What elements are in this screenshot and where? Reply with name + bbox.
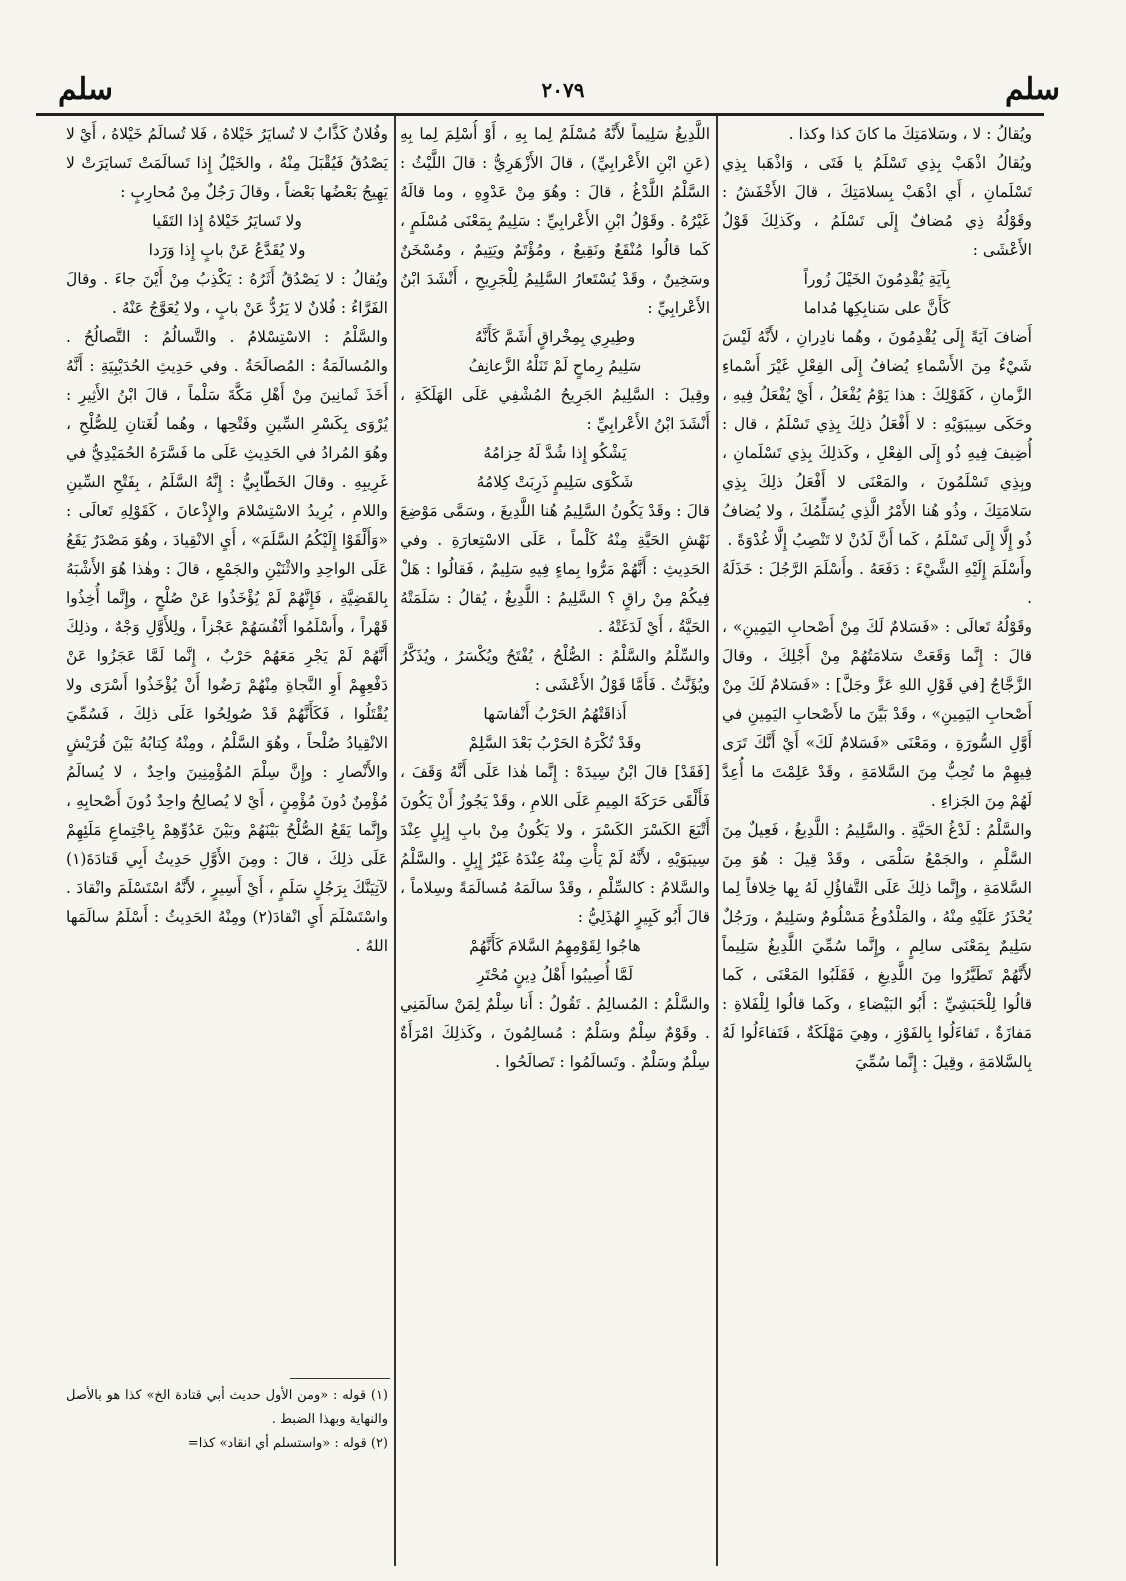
verse-line: هاجُوا لِقَوْمِهِمُ السَّلامَ كَأَنَّهُمْ [469, 937, 641, 955]
right-column [722, 120, 1032, 1565]
middle-column [400, 120, 710, 1565]
verse-line: يَشْكُو إِذا شُدَّ لَهُ حِزامُهُ [483, 444, 627, 462]
page-number: ٢٠٧٩ [541, 78, 585, 102]
verse-line: وقَدْ تُكْرَهُ الحَرْبُ بَعْدَ السَّلِمْ [468, 734, 642, 752]
column-divider-right [716, 116, 718, 1566]
verse-line: ولا تَسايَرُ خَيْلاهُ إِذا التَقَيا [152, 212, 302, 230]
paragraph: ويُقالُ : لا ، وسَلامَتِكَ ما كانَ كذا وكذا . [788, 125, 1032, 143]
verse-line: كَأَنَّ على سَنابِكِها مُداما [803, 299, 951, 317]
header-root-word-right: سلم [1005, 72, 1061, 107]
verse-line: لَمَّا أُصِيبُوا أَهْلُ دِينٍ مُحْتَرِ [476, 966, 634, 984]
paragraph: ويُقالُ اذْهَبْ بِذِي تَسْلَمُ يا فَتَى ، وَاذْهَبا بِذِي تَسْلَمانِ ، أَي اذْهَبْ بِسلامَتِكَ ، قالَ الأَخْفَشُ : وقَوْلُهُ ذِي مُضافٌ إِلَى تَسْلَمُ ، وكَذلِكَ قَوْلُ الأَعْشَى : [722, 154, 1032, 259]
paragraph: أَضافَ آيَةً إِلَى يُقْدِمُونَ ، وهُما نادِرانِ ، لأَنَّهُ لَيْسَ شَيْءٌ مِنَ الأَسْماءِ يُضافُ إِلَى الفِعْلِ غَيْرَ أَسْماءِ الزَّمانِ ، كَقَوْلِكَ : هذا يَوْمُ يُفْعَلُ ، أَيْ يُفْعَلُ فِيهِ ، وحَكَى سِيبَوَيْهِ : لا أَفْعَلُ ذلِكَ بِذِي تَسْلَمُ ، قال : أُضِيفَ فِيهِ ذُو إِلَى الفِعْلِ ، وكَذلِكَ بِذِي تَسْلَمانِ ، وبِذِي تَسْلَمُونَ ، والمَعْنَى لا أَفْعَلُ ذلِكَ بِذِي سَلامَتِكَ ، وذُو هُنا الأَمْرُ الَّذِي يُسَلِّمُكَ ، ولا يُضافُ ذُو إِلَّا إِلَى تَسْلَمُ ، كَما أَنَّ لَدُنْ لا تَنْصِبُ إِلَّا غُدْوَةً . [722, 328, 1032, 549]
paragraph: وقَوْلُهُ تَعالَى : «فَسَلامٌ لَكَ مِنْ أَصْحابِ اليَمِينِ» ، قالَ : إِنَّما وَقَعَتْ سَلامَتُهُمْ مِنْ أَجْلِكَ ، وقالَ الزَّجَّاجُ [في قَوْلِ اللهِ عَزَّ وجَلَّ] : «فَسَلامٌ لَكَ مِنْ أَصْحابِ اليَمِينِ» ، وقَدْ بَيَّنَ ما لأَصْحابِ اليَمِينِ في أَوَّلِ السُّورَةِ ، ومَعْنَى «فَسَلامٌ لَكَ» أَيْ أَنَّكَ تَرَى فِيهِمْ ما تُحِبُّ مِنَ السَّلامَةِ ، وقَدْ عَلِمْتَ ما أُعِدَّ لَهُمْ مِنَ الجَزاءِ . [722, 618, 1032, 810]
footnote: (٢) قوله : «واستسلم أي انقاد» كذا= [187, 1436, 388, 1451]
header-root-word-left: سلم [58, 72, 114, 107]
verse-line: بِآيَةِ يُقْدِمُونَ الخَيْلَ زُوراً [803, 270, 951, 288]
left-column [66, 120, 388, 1370]
paragraph: قالَ : وقَدْ يَكُونُ السَّلِيمُ هُنا اللَّدِيغَ ، وسَمَّى مَوْضِعَ نَهْشِ الحَيَّةِ مِنْهُ كَلْماً ، عَلَى الاسْتِعارَةِ . وفي الحَدِيثِ : أَنَّهُمْ مَرُّوا بِماءٍ فِيهِ سَلِيمٌ ، فَقالُوا : هَلْ فِيكُمْ مِنْ راقٍ ؟ السَّلِيمُ : اللَّدِيغُ ، يُقالُ : سَلَمَتْهُ الحَيَّةُ ، أَيْ لَدَغَتْهُ . [400, 502, 710, 636]
footnote: (١) قوله : «ومن الأول حديث أبي قتادة الخ» كذا هو بالأصل والنهاية وبهذا الضبط . [66, 1388, 388, 1427]
paragraph: ويُقالُ : لا يَصْدُقُ أَثَرُهُ : يَكْذِبُ مِنْ أَيْنَ جاءَ . وقالَ الفَرَّاءُ : فُلانٌ لا يَرُدُّ عَنْ بابٍ ، ولا يُعَوَّجُ عَنْهُ . [66, 270, 388, 317]
footnotes [66, 1384, 388, 1564]
paragraph: والسَّلْمُ : الاسْتِسْلامُ . والتَّسالُمُ : التَّصالُحُ . والمُسالَمَةُ : المُصالَحَةُ . وفي حَدِيثِ الحُدَيْبِيَةِ : أَنَّهُ أَخَذَ ثَمانِينَ مِنْ أَهْلِ مَكَّةَ سَلْماً ، قالَ ابْنُ الأَثِيرِ : يُرْوَى بِكَسْرِ السِّينِ وفَتْحِها ، وهُما لُغَتانِ لِلصُّلْحِ ، وهُوَ المُرادُ في الحَدِيثِ عَلَى ما فَسَّرَهُ الحُمَيْدِيُّ في غَرِيبِهِ . وقالَ الخَطّابِيُّ : إِنَّهُ السَّلَمُ ، بِفَتْحِ السِّينِ واللامِ ، يُرِيدُ الاسْتِسْلامَ والإِذْعانَ ، كَقَوْلِهِ تَعالَى : «وَأَلْقَوْا إِلَيْكُمُ السَّلَمَ» ، أَيِ الانْقِيادَ ، وهُوَ مَصْدَرٌ يَقَعُ عَلَى الواحِدِ والاثْنَيْنِ والجَمْعِ ، قالَ : وهٰذا هُوَ الأَشْبَهُ بِالقَضِيَّةِ ، فَإِنَّهُمْ لَمْ يُؤْخَذُوا عَنْ صُلْحٍ ، وإِنَّما أُخِذُوا قَهْراً ، وأَسْلَمُوا أَنْفُسَهُمْ عَجْزاً ، ولِلأَوَّلِ وَجْهٌ ، وذلِكَ أَنَّهُمْ لَمْ يَجْرِ مَعَهُمْ حَرْبٌ ، إِنَّما لَمَّا عَجَزُوا عَنْ دَفْعِهِمْ أَوِ النَّجاةِ مِنْهُمْ رَضُوا أَنْ يُؤْخَذُوا أَسْرَى ولا يُقْتَلُوا ، فَكَأَنَّهُمْ قَدْ صُولِحُوا عَلَى ذلِكَ ، فَسُمِّيَ الانْقِيادُ صُلْحاً ، وهُوَ السَّلْمُ ، ومِنْهُ كِتابُهُ بَيْنَ قُرَيْشٍ والأَنْصارِ : وإِنَّ سِلْمَ المُؤْمِنِينَ واحِدٌ ، لا يُسالَمُ مُؤْمِنٌ دُونَ مُؤْمِنٍ ، أَيْ لا يُصالِحُ واحِدٌ دُونَ أَصْحابِهِ ، وإِنَّما يَقَعُ الصُّلْحُ بَيْنَهُمْ وبَيْنَ عَدُوِّهِمْ بِاجْتِماعِ مَلَئِهِمْ عَلَى ذلِكَ ، قالَ : ومِنَ الأَوَّلِ حَدِيثُ أَبِي قَتادَةَ(١) لآتِيَنَّكَ بِرَجُلٍ سَلَمٍ ، أَيْ أَسِيرٍ ، لأَنَّهُ اسْتَسْلَمَ وانْقادَ . واسْتَسْلَمَ أَيِ انْقادَ(٢) ومِنْهُ الحَدِيثُ : أَسْلَمُ سالَمَها اللهُ . [66, 328, 388, 955]
paragraph: والسَّلْمُ : المُسالِمُ . تَقُولُ : أَنا سِلْمٌ لِمَنْ سالَمَنِي . وقَوْمٌ سِلْمٌ وسَلْمٌ : مُسالِمُونَ ، وكَذلِكَ امْرَأَةٌ سِلْمٌ وسَلْمٌ . وتَسالَمُوا : تَصالَحُوا . [400, 995, 710, 1071]
verse-line: شَكْوَى سَلِيمٍ ذَرِبَتْ كِلامُهُ [476, 473, 634, 491]
paragraph: والسَّلْمُ : لَدْغُ الحَيَّةِ . والسَّلِيمُ : اللَّدِيغُ ، فَعِيلٌ مِنَ السَّلْمِ ، والجَمْعُ سَلْمَى ، وقَدْ قِيلَ : هُوَ مِنَ السَّلامَةِ ، وإِنَّما ذلِكَ عَلَى التَّفاؤُلِ لَهُ بِها خِلافاً لِما يُحْذَرُ عَلَيْهِ مِنْهُ ، والمَلْدُوغُ مَسْلُومٌ وسَلِيمٌ ، ورَجُلٌ سَلِيمٌ بِمَعْنَى سالِمٍ ، وإِنَّما سُمِّيَ اللَّدِيغُ سَلِيماً لأَنَّهُمْ تَطَيَّرُوا مِنَ اللَّدِيغِ ، فَقَلَبُوا المَعْنَى ، كَما قالُوا لِلْحَبَشِيِّ : أَبُو البَيْضاءِ ، وكَما قالُوا لِلْفَلاةِ : مَفازَةٌ ، تَفاءَلُوا بِالفَوْزِ ، وهِيَ مَهْلَكَةٌ ، فَتَفاءَلُوا لَهُ بِالسَّلامَةِ ، وقِيلَ : إِنَّما سُمِّيَ [722, 821, 1032, 1071]
verse-line: أَذاقَتْهُمُ الحَرْبُ أَنْفاسَها [483, 705, 627, 723]
paragraph: وأَسْلَمَ إِلَيْهِ الشَّيْءَ : دَفَعَهُ . وأَسْلَمَ الرَّجُلَ : خَذَلَهُ . [722, 560, 1032, 607]
verse-line: ولا يُقَدَّعُ عَنْ بابٍ إِذا وَرَدا [148, 241, 306, 259]
paragraph: [فَقَدْ] قالَ ابْنُ سِيدَهْ : إِنَّما هٰذا عَلَى أَنَّهُ وَقَفَ ، فَأَلْقَى حَرَكَةَ المِيمِ عَلَى اللامِ ، وقَدْ يَجُوزُ أَنْ يَكُونَ أَتْبَعَ الكَسْرَ الكَسْرَ ، ولا يَكُونُ مِنْ بابِ إِبِلٍ عِنْدَ سِيبَوَيْهِ ، لأَنَّهُ لَمْ يَأْتِ مِنْهُ عِنْدَهُ غَيْرُ إِبِلٍ . والسَّلْمُ والسَّلامُ : كالسِّلْمِ ، وقَدْ سالَمَهُ مُسالَمَةً وسِلاماً ، قالَ أَبُو كَبِيرٍ الهُذَلِيُّ : [400, 763, 710, 926]
verse-line: سَلِيمُ رِماحٍ لَمْ تَنَلْهُ الزَّعانِفُ [468, 357, 642, 375]
paragraph: والسِّلْمُ والسَّلْمُ : الصُّلْحُ ، يُفْتَحُ ويُكْسَرُ ، ويُذَكَّرُ ويُؤَنَّثُ . فَأَمَّا قَوْلُ الأَعْشَى : [400, 647, 710, 694]
paragraph: وفُلانٌ كَذَّابٌ لا تُسايَرُ خَيْلاهُ ، فَلا تُسالَمُ خَيْلاهُ ، أَيْ لا يَصْدُقُ فَيُقْبَلَ مِنْهُ ، والخَيْلُ إِذا تَسالَمَتْ تَسايَرَتْ لا يَهِيجُ بَعْضُها بَعْضاً ، وقالَ رَجُلٌ مِنْ مُحارِبٍ : [66, 125, 388, 201]
footnote-rule [290, 1378, 390, 1379]
header-rule [36, 113, 1044, 116]
paragraph: اللَّدِيغُ سَلِيماً لأَنَّهُ مُسْلَمٌ لِما بِهِ ، أَوْ أُسْلِمَ لِما بِهِ (عَنِ ابْنِ الأَعْرابِيِّ) ، قالَ الأَزْهَرِيُّ : قالَ اللَّيْثُ : السَّلْمُ اللَّدْغُ ، قالَ : وهُوَ مِنْ عَدْوِهِ ، وما قالَهُ غَيْرُهُ . وقَوْلُ ابْنِ الأَعْرابِيِّ : سَلِيمٌ بِمَعْنَى مُسْلَمٍ ، كَما قالُوا مُنْقَعٌ ونَقِيعٌ ، ومُؤْتَمٌ ويَتِيمٌ ، ومُسْخَنٌ وسَخِينٌ ، وقَدْ يُسْتَعارُ السَّلِيمُ لِلْجَرِيحِ ، أَنْشَدَ ابْنُ الأَعْرابِيِّ : [400, 125, 710, 317]
paragraph: وقِيلَ : السَّلِيمُ الجَرِيحُ المُشْفِي عَلَى الهَلَكَةِ ، أَنْشَدَ ابْنُ الأَعْرابِيِّ : [400, 386, 710, 433]
verse-line: وطِيرِي بِمِخْراقٍ أَشَمَّ كَأَنَّهُ [474, 328, 636, 346]
column-divider-left [394, 116, 396, 1566]
